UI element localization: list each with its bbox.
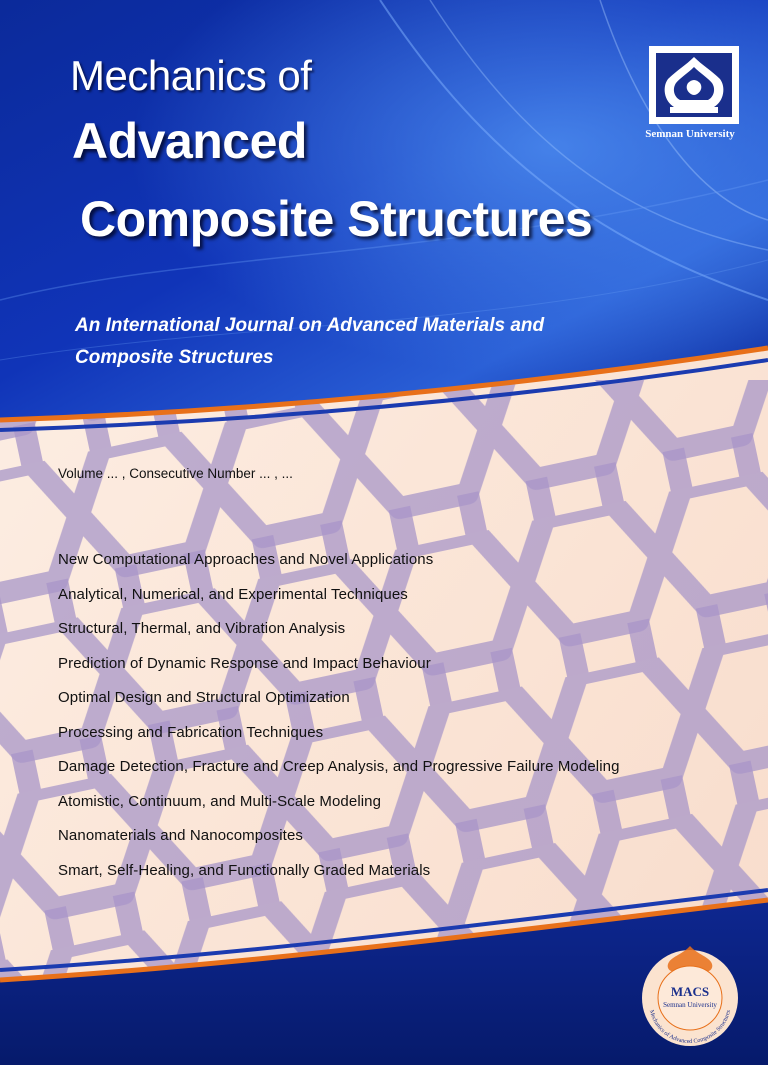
- subtitle-line1: An International Journal on Advanced Materials and: [75, 315, 545, 336]
- topic-item: Structural, Thermal, and Vibration Analysis: [58, 620, 346, 637]
- topic-item: Analytical, Numerical, and Experimental Techniques: [58, 585, 408, 603]
- journal-title-line3: Composite Structures: [80, 191, 593, 247]
- macs-arc-text: Mechanics of Advanced Composite Structures: [647, 1009, 733, 1046]
- topic-item: Nanomaterials and Nanocomposites: [58, 827, 303, 844]
- semnan-university-logo-icon: [648, 45, 740, 125]
- topic-item: Damage Detection, Fracture and Creep Analysis, and Progressive Failure Modeling: [58, 758, 620, 775]
- journal-title-line2: Advanced: [72, 113, 307, 169]
- volume-info: Volume ... , Consecutive Number ... , ...: [58, 466, 293, 481]
- macs-abbr: MACS: [670, 984, 710, 999]
- topic-item: New Computational Approaches and Novel Applications: [58, 551, 434, 568]
- topic-item: Processing and Fabrication Techniques: [58, 723, 324, 741]
- topic-item: Prediction of Dynamic Response and Impact Behaviour: [58, 654, 431, 672]
- macs-logo-icon: [635, 940, 745, 1050]
- journal-title-line1: Mechanics of: [70, 52, 312, 99]
- journal-subtitle: [75, 310, 675, 374]
- macs-university: Semnan University: [663, 1001, 717, 1009]
- topic-item: Optimal Design and Structural Optimization: [58, 689, 350, 706]
- topics-list: [58, 550, 620, 895]
- topic-item: Smart, Self-Healing, and Functionally Graded Materials: [58, 861, 431, 879]
- subtitle-line2: Composite Structures: [75, 347, 274, 368]
- topic-item: Atomistic, Continuum, and Multi-Scale Modeling: [58, 792, 382, 810]
- university-name: Semnan University: [645, 128, 735, 140]
